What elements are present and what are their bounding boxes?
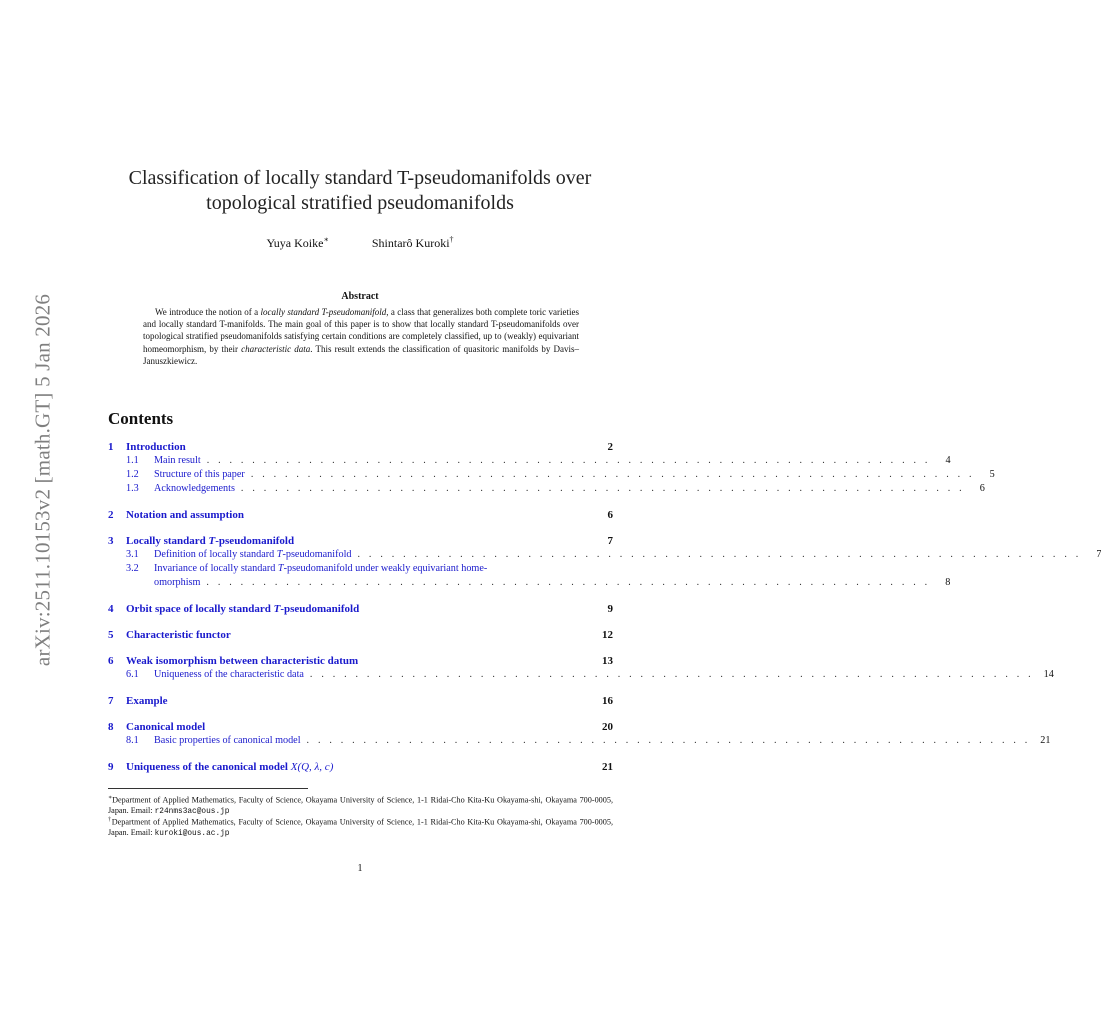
toc-num: 1.1 bbox=[126, 455, 139, 466]
toc-num: 5 bbox=[108, 629, 114, 641]
toc-subsection-3-1[interactable] bbox=[108, 548, 1101, 562]
toc-page: 7 bbox=[1096, 549, 1101, 560]
toc-section-8[interactable] bbox=[108, 720, 613, 734]
toc-title-part: -pseudomanifold bbox=[282, 549, 352, 560]
toc-title bbox=[126, 602, 359, 616]
toc-dots: . . . . . . . . . . . . . . . . . . . . . . . . . . . . . . . . . . . . . . . . . . . . . . . . . . . . . . . . . . . . . . . . bbox=[309, 669, 1034, 680]
toc-page: 12 bbox=[602, 629, 613, 641]
toc-title bbox=[126, 534, 294, 548]
toc-title-math: T bbox=[273, 603, 281, 615]
toc-title bbox=[126, 760, 333, 774]
toc-num: 7 bbox=[108, 695, 114, 707]
toc-title: Example bbox=[126, 695, 168, 707]
toc-dots: . . . . . . . . . . . . . . . . . . . . . . . . . . . . . . . . . . . . . . . . . . . . . . . . . . . . . . . . . . . . . . . . bbox=[357, 549, 1082, 560]
footnote-2 bbox=[108, 815, 613, 840]
toc-title: Notation and assumption bbox=[126, 509, 244, 521]
toc-title-part: Invariance of locally standard bbox=[154, 563, 278, 574]
toc-subsection-6-1[interactable] bbox=[108, 668, 1054, 682]
author-1-mark: ∗ bbox=[323, 235, 329, 244]
toc-num: 9 bbox=[108, 761, 114, 773]
toc-page: 20 bbox=[602, 721, 613, 733]
toc-num: 6.1 bbox=[126, 669, 139, 680]
toc-page: 13 bbox=[602, 655, 613, 667]
title-line-2: topological stratified pseudomanifolds bbox=[206, 192, 514, 214]
toc-title-part: Uniqueness of the canonical model bbox=[126, 761, 291, 773]
footnote-email[interactable]: kuroki@ous.ac.jp bbox=[154, 830, 230, 839]
toc-page: 6 bbox=[607, 509, 613, 521]
toc-dots: . . . . . . . . . . . . . . . . . . . . . . . . . . . . . . . . . . . . . . . . . . . . . . . . . . . . . . . . . . . . . . . . bbox=[206, 455, 931, 466]
toc-title-part: -pseudomanifold under weakly equivariant home- bbox=[283, 563, 488, 574]
footnote-mark: ∗ bbox=[108, 795, 113, 801]
toc-page: 2 bbox=[607, 441, 613, 453]
toc-dots: . . . . . . . . . . . . . . . . . . . . . . . . . . . . . . . . . . . . . . . . . . . . . . . . . . . . . . . . . . . . . . . . bbox=[206, 577, 931, 588]
author-1-name: Yuya Koike bbox=[266, 236, 324, 250]
author-1 bbox=[266, 235, 328, 251]
toc-num: 6 bbox=[108, 655, 114, 667]
footnote-text: Department of Applied Mathematics, Faculty of Science, Okayama University of Science, 1-1 Ridai-Cho Kita-Ku Okayama-shi, Okayama 700-0005, Japan. Email: bbox=[108, 817, 614, 838]
toc-section-1[interactable] bbox=[108, 440, 613, 454]
toc-subsection-1-1[interactable] bbox=[108, 454, 951, 468]
toc-section-4[interactable] bbox=[108, 602, 613, 616]
arxiv-stamp: arXiv:2511.10153v2 [math.GT] 5 Jan 2026 bbox=[30, 293, 55, 667]
toc-title-math: T bbox=[276, 549, 283, 560]
toc-page: 21 bbox=[1040, 735, 1051, 746]
toc-title: Weak isomorphism between characteristic datum bbox=[126, 655, 359, 667]
toc-title: Introduction bbox=[126, 441, 186, 453]
toc-title: Main result bbox=[154, 455, 201, 466]
abstract-text bbox=[143, 306, 579, 367]
toc-subsection-3-2-continued[interactable] bbox=[108, 576, 951, 590]
page-number: 1 bbox=[357, 863, 363, 874]
toc-subsection-1-2[interactable] bbox=[108, 468, 995, 482]
toc-page: 21 bbox=[602, 761, 613, 773]
toc-section-2[interactable] bbox=[108, 508, 613, 522]
author-2-mark: † bbox=[449, 235, 454, 244]
toc-section-5[interactable] bbox=[108, 628, 613, 642]
footnote-rule bbox=[108, 788, 308, 789]
toc-title bbox=[154, 562, 487, 576]
toc-page: 14 bbox=[1043, 669, 1054, 680]
toc-page: 4 bbox=[945, 455, 951, 466]
footnote-text: Department of Applied Mathematics, Faculty of Science, Okayama University of Science, 1-1 Ridai-Cho Kita-Ku Okayama-shi, Okayama 700-0005, Japan. Email: bbox=[108, 795, 613, 816]
title-line-1: Classification of locally standard T-pseudomanifolds over bbox=[128, 167, 592, 189]
abstract-emphasis-2: characteristic data bbox=[241, 343, 311, 354]
footnote-mark: † bbox=[108, 817, 112, 823]
abstract-emphasis-1: locally standard T-pseudomanifold bbox=[260, 307, 387, 317]
paper-title bbox=[100, 166, 620, 216]
toc-section-9[interactable] bbox=[108, 760, 613, 774]
toc-title: Uniqueness of the characteristic data bbox=[154, 669, 304, 680]
toc-title-continued: omorphism bbox=[154, 577, 201, 588]
toc-section-3[interactable] bbox=[108, 534, 613, 548]
toc-title: Structure of this paper bbox=[154, 469, 245, 480]
toc-title-math: T bbox=[208, 535, 216, 547]
toc-title-math: T bbox=[277, 563, 284, 574]
toc-page: 6 bbox=[979, 483, 985, 494]
toc-num: 2 bbox=[108, 509, 114, 521]
author-2 bbox=[372, 235, 454, 251]
toc-subsection-1-3[interactable] bbox=[108, 482, 985, 496]
toc-num: 1.2 bbox=[126, 469, 139, 480]
toc-page: 7 bbox=[607, 535, 613, 547]
authors bbox=[100, 235, 620, 251]
contents-heading: Contents bbox=[108, 409, 174, 428]
author-2-name: Shintarô Kuroki bbox=[371, 236, 450, 250]
abstract-part-2: , a class that generalizes both complete toric varieties and locally standard T-manifolds. The main goal of this paper is to show that locally standard T-pseudomanifolds over topological stratified pseudomanifolds satisfying certain conditions are completely classified, up to (weakly) equivariant homeomorphism, by their bbox=[143, 307, 580, 354]
toc-title-part: -pseudomanifold bbox=[215, 535, 295, 547]
toc-num: 8 bbox=[108, 721, 114, 733]
toc-dots: . . . . . . . . . . . . . . . . . . . . . . . . . . . . . . . . . . . . . . . . . . . . . . . . . . . . . . . . . . . . . . . . bbox=[240, 483, 965, 494]
toc-title-part: -pseudomanifold bbox=[280, 603, 360, 615]
toc-subsection-3-2[interactable] bbox=[108, 562, 613, 576]
toc-dots: . . . . . . . . . . . . . . . . . . . . . . . . . . . . . . . . . . . . . . . . . . . . . . . . . . . . . . . . . . . . . . . . bbox=[306, 735, 1031, 746]
toc-num: 8.1 bbox=[126, 735, 139, 746]
abstract-part-3: . This result extends the classification of quasitoric manifolds by Davis–Januszkiewicz. bbox=[143, 343, 579, 366]
toc-page: 16 bbox=[602, 695, 613, 707]
toc-title: Acknowledgements bbox=[154, 483, 235, 494]
toc-page: 9 bbox=[607, 603, 613, 615]
toc-title-part: Orbit space of locally standard bbox=[126, 603, 274, 615]
toc-title-part: Definition of locally standard bbox=[154, 549, 277, 560]
toc-page: 8 bbox=[945, 577, 951, 588]
toc-num: 3.1 bbox=[126, 549, 139, 560]
toc-section-7[interactable] bbox=[108, 694, 613, 708]
toc-num: 1.3 bbox=[126, 483, 139, 494]
toc-title: Canonical model bbox=[126, 721, 206, 733]
toc-title-math: X(Q, λ, c) bbox=[290, 761, 334, 773]
toc-title bbox=[154, 548, 352, 562]
abstract-part-1: We introduce the notion of a bbox=[155, 307, 261, 317]
toc-dots: . . . . . . . . . . . . . . . . . . . . . . . . . . . . . . . . . . . . . . . . . . . . . . . . . . . . . . . . . . . . . . . . bbox=[250, 469, 975, 480]
toc-subsection-8-1[interactable] bbox=[108, 734, 1051, 748]
toc-num: 3 bbox=[108, 535, 114, 547]
toc-page: 5 bbox=[989, 469, 995, 480]
toc-num: 4 bbox=[108, 603, 114, 615]
toc-num: 1 bbox=[108, 441, 114, 453]
footnote-email[interactable]: r24nms3ac@ous.jp bbox=[154, 808, 230, 817]
toc-section-6[interactable] bbox=[108, 654, 613, 668]
toc-title: Characteristic functor bbox=[126, 629, 231, 641]
table-of-contents bbox=[108, 440, 1101, 774]
toc-title-part: Locally standard bbox=[126, 535, 209, 547]
toc-num: 3.2 bbox=[126, 563, 139, 574]
abstract-heading: Abstract bbox=[341, 291, 379, 302]
toc-title: Basic properties of canonical model bbox=[154, 735, 301, 746]
